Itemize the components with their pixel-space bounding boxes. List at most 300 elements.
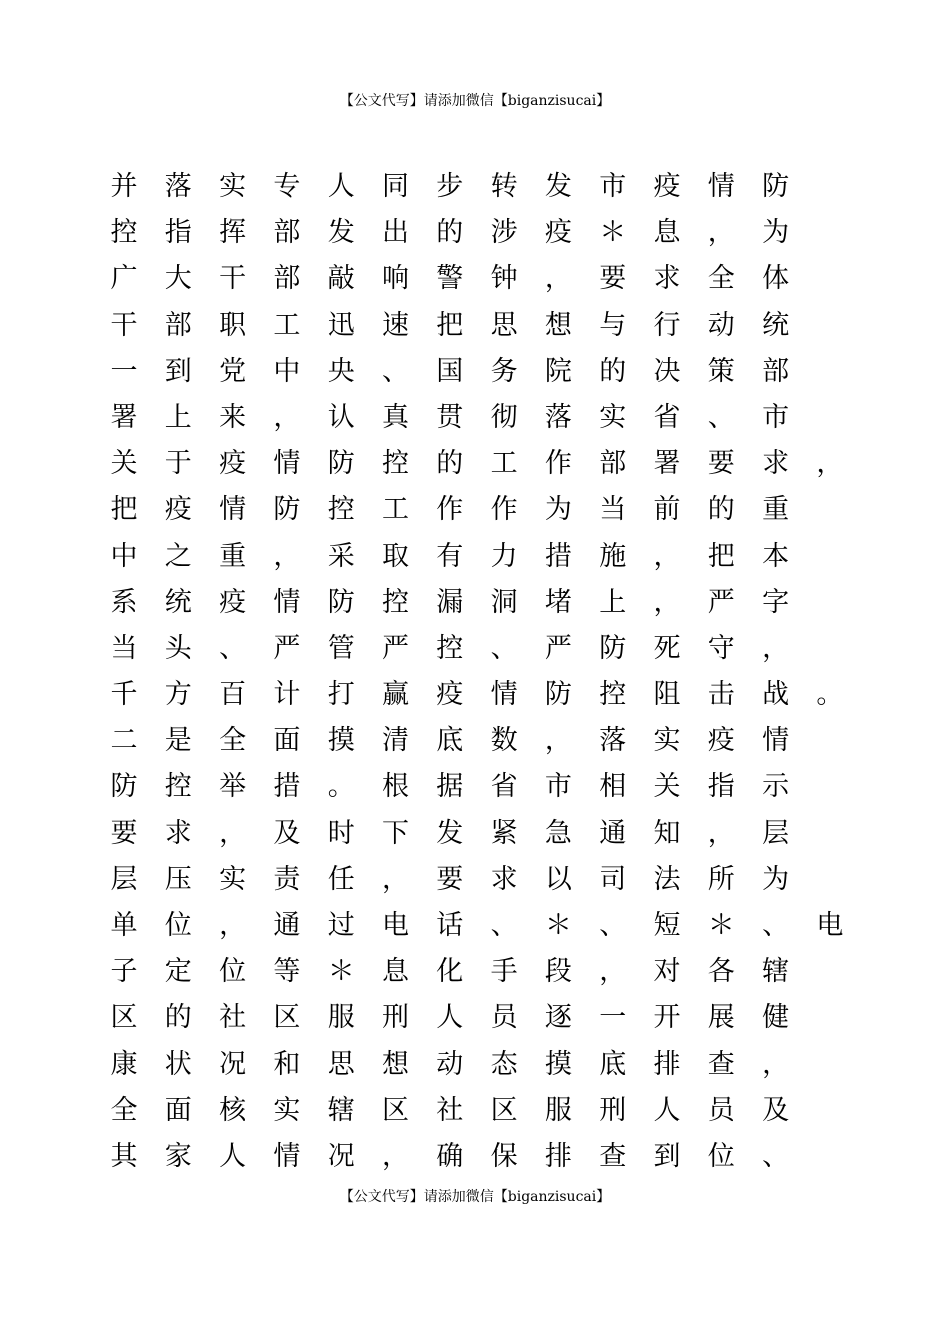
text-char: 于 [164,448,192,480]
text-char: 体 [762,263,790,295]
text-char: 赢 [382,679,409,711]
text-char: 彻 [490,401,518,433]
text-char: 单 [110,910,138,941]
text-char: 的 [436,217,464,249]
text-char: 区 [110,1002,138,1034]
text-line [109,903,869,949]
text-char: 中 [273,355,301,387]
text-char: 子 [110,956,138,988]
text-char: 、 [490,632,518,664]
text-char: 指 [164,217,192,249]
text-char: ， [762,1048,790,1080]
text-char: 中 [110,540,138,572]
text-char: 思 [327,1048,355,1080]
text-char: 疫 [164,494,192,526]
text-char: 思 [490,309,518,341]
text-char: 防 [327,448,355,480]
text-line [109,949,869,995]
text-char: 的 [707,494,735,526]
text-char: ， [382,1140,409,1172]
document-body [109,164,869,1180]
text-char: 段 [544,956,572,988]
text-char: 作 [436,494,464,526]
text-line [109,857,869,903]
text-char: 况 [219,1048,247,1080]
text-char: 取 [382,540,409,572]
text-char: 服 [327,1002,355,1034]
text-char: 干 [110,309,138,341]
text-char: 院 [544,355,572,387]
text-char: 保 [490,1140,518,1172]
text-char: 当 [599,494,627,526]
text-char: 央 [327,355,355,387]
text-char: 通 [599,817,627,849]
text-char: 实 [273,1094,301,1126]
text-char: 知 [653,817,681,849]
text-char: ， [382,863,409,895]
text-char: 对 [653,956,681,988]
text-char: 等 [273,956,301,988]
text-char: 二 [110,725,138,757]
text-char: 钟 [490,263,518,295]
text-char: 层 [110,863,138,895]
text-line [109,995,869,1041]
text-char: 一 [110,355,138,387]
text-char: 想 [382,1048,409,1080]
text-char: 时 [327,817,355,849]
text-char: 千 [110,679,138,711]
text-char: 守 [707,632,735,664]
text-char: 控 [327,494,355,526]
text-char: 实 [599,401,627,433]
text-char: 化 [436,956,464,988]
text-char: 想 [544,309,572,341]
text-char: ， [273,540,301,572]
text-line [109,626,869,672]
text-char: 人 [653,1094,681,1126]
text-char: 有 [436,540,464,572]
text-char: 的 [436,448,464,480]
text-char: ， [599,956,627,988]
text-char: 挥 [219,217,247,249]
text-char: 数 [490,725,518,757]
text-char: 动 [436,1048,464,1080]
text-char: 据 [436,771,464,803]
text-char: 员 [707,1094,735,1126]
text-char: 系 [110,586,138,618]
text-char: 与 [599,309,627,341]
text-char: 防 [544,679,572,711]
text-char: 社 [436,1094,464,1126]
text-char: 发 [436,817,464,849]
text-char: 刑 [382,1002,409,1034]
text-char: 任 [327,863,355,895]
text-char: ， [544,263,572,295]
text-char: 紧 [490,817,518,849]
text-char: 疫 [707,725,735,757]
text-char: 区 [273,1002,301,1034]
text-char: 指 [707,771,735,803]
text-char: ， [219,910,247,941]
text-char: 堵 [544,586,572,618]
text-char: 到 [164,355,192,387]
text-char: 署 [653,448,681,480]
text-char: 落 [544,401,572,433]
text-char: 查 [599,1140,627,1172]
text-char: ， [816,448,844,480]
text-char: 控 [164,771,192,803]
text-char: 干 [219,263,247,295]
text-char: 的 [164,1002,192,1034]
text-line [109,164,869,210]
text-char: 查 [707,1048,735,1080]
text-char: 确 [436,1140,464,1172]
text-char: 速 [382,309,409,341]
text-line [109,718,869,764]
text-char: 手 [490,956,518,988]
text-char: 及 [762,1094,790,1126]
text-char: 情 [762,725,790,757]
text-char: 各 [707,956,735,988]
text-char: 为 [762,217,790,249]
text-char: 情 [219,494,247,526]
text-char: 部 [599,448,627,480]
text-char: 决 [653,355,681,387]
text-char: 实 [219,171,247,202]
text-char: 市 [599,171,627,202]
text-char: 、 [490,910,518,941]
page-header: 【公文代写】请添加微信【biganzisucai】 [339,93,611,109]
text-char: ， [762,632,790,664]
text-char: 要 [110,817,138,849]
text-line [109,441,869,487]
text-char: 把 [110,494,138,526]
text-char: 清 [382,725,409,757]
text-char: 部 [273,217,301,249]
text-char: 部 [164,309,192,341]
text-char: 统 [164,586,192,618]
text-char: 到 [653,1140,681,1172]
text-char: 行 [653,309,681,341]
text-char: 把 [436,309,464,341]
text-char: 防 [273,494,301,526]
text-char: 、 [382,355,409,387]
text-char: 求 [653,263,681,295]
text-char: 人 [219,1140,247,1172]
text-char: 管 [327,632,355,664]
text-char: 省 [653,401,681,433]
text-char: 排 [544,1140,572,1172]
text-char: 阻 [653,679,681,711]
text-char: 严 [273,632,301,664]
text-char: 落 [599,725,627,757]
text-char: 康 [110,1048,138,1080]
text-char: 求 [490,863,518,895]
text-char: ＊ [599,217,627,249]
text-char: 、 [707,401,735,433]
text-char: 区 [490,1094,518,1126]
text-char: 摸 [544,1048,572,1080]
text-char: 市 [544,771,572,803]
text-char: 把 [707,540,735,572]
text-char: 求 [762,448,790,480]
text-char: 底 [436,725,464,757]
text-char: 要 [707,448,735,480]
text-char: 相 [599,771,627,803]
text-char: 党 [219,355,247,387]
text-char: 和 [273,1048,301,1080]
text-char: 人 [327,171,355,202]
text-char: 部 [273,263,301,295]
text-char: 百 [219,679,247,711]
text-char: 层 [762,817,790,849]
text-char: 情 [273,586,301,618]
text-char: 严 [544,632,572,664]
text-char: 健 [762,1002,790,1034]
text-char: 作 [490,494,518,526]
text-line [109,1134,869,1180]
text-char: 署 [110,401,138,433]
text-char: 计 [273,679,301,711]
text-char: 上 [164,401,192,433]
text-char: 定 [164,956,192,988]
text-char: 真 [382,401,409,433]
text-line [109,672,869,718]
text-char: 并 [110,171,138,202]
text-char: 根 [382,771,409,803]
text-char: 字 [762,586,790,618]
text-char: 过 [327,910,355,941]
text-char: 严 [707,586,735,618]
text-char: 刑 [599,1094,627,1126]
text-char: 全 [219,725,247,757]
text-char: 、 [762,1140,790,1172]
text-line [109,580,869,626]
text-char: 其 [110,1140,138,1172]
text-char: 核 [219,1094,247,1126]
text-char: 服 [544,1094,572,1126]
text-char: 全 [110,1094,138,1126]
text-line [109,487,869,533]
text-char: 疫 [544,217,572,249]
text-char: 区 [382,1094,409,1126]
text-char: 贯 [436,401,464,433]
text-char: 社 [219,1002,247,1034]
text-char: 发 [327,217,355,249]
text-char: 责 [273,863,301,895]
text-char: 控 [436,632,464,664]
text-char: 严 [382,632,409,664]
text-char: ＊ [544,910,572,941]
text-char: ， [653,586,681,618]
text-char: 辖 [762,956,790,988]
text-char: ， [653,540,681,572]
text-char: 战 [762,679,790,711]
text-char: ， [707,817,735,849]
text-char: 息 [382,956,409,988]
text-char: 务 [490,355,518,387]
text-char: 作 [544,448,572,480]
text-line [109,1042,869,1088]
text-char: 打 [327,679,355,711]
text-char: 前 [653,494,681,526]
text-char: 疫 [436,679,464,711]
text-char: 所 [707,863,735,895]
text-char: 方 [164,679,192,711]
text-char: 话 [436,910,464,941]
text-char: 示 [762,771,790,803]
text-char: 人 [436,1002,464,1034]
text-char: 位 [707,1140,735,1172]
text-char: 疫 [219,586,247,618]
text-char: 关 [110,448,138,480]
text-char: 防 [762,171,790,202]
text-char: 是 [164,725,192,757]
text-char: 之 [164,540,192,572]
text-char: 市 [762,401,790,433]
text-char: 措 [544,540,572,572]
text-char: 控 [599,679,627,711]
text-char: 况 [327,1140,355,1172]
text-char: 步 [436,171,464,202]
text-char: 位 [164,910,192,941]
text-char: 家 [164,1140,192,1172]
text-char: 面 [273,725,301,757]
text-char: ， [707,217,735,249]
text-char: 、 [762,910,790,941]
text-char: 的 [599,355,627,387]
text-char: 一 [599,1002,627,1034]
text-char: 情 [707,171,735,202]
text-char: 辖 [327,1094,355,1126]
text-char: 压 [164,863,192,895]
text-char: 控 [382,448,409,480]
text-char: 涉 [490,217,518,249]
text-char: 情 [490,679,518,711]
text-char: 敲 [327,263,355,295]
text-line [109,811,869,857]
text-char: 国 [436,355,464,387]
text-char: 开 [653,1002,681,1034]
text-char: 、 [219,632,247,664]
text-char: 控 [110,217,138,249]
text-char: 实 [219,863,247,895]
text-char: 法 [653,863,681,895]
text-char: 转 [490,171,518,202]
text-char: 同 [382,171,409,202]
text-char: 情 [273,448,301,480]
text-char: 。 [816,679,844,711]
text-char: 施 [599,540,627,572]
text-char: 防 [599,632,627,664]
text-char: 职 [219,309,247,341]
text-char: 情 [273,1140,301,1172]
text-char: 举 [219,771,247,803]
text-char: 工 [273,309,301,341]
text-char: 及 [273,817,301,849]
text-line [109,210,869,256]
text-char: 采 [327,540,355,572]
text-char: 策 [707,355,735,387]
text-char: 部 [762,355,790,387]
text-char: 击 [707,679,735,711]
text-char: 求 [164,817,192,849]
text-char: 当 [110,632,138,664]
text-char: 工 [490,448,518,480]
text-char: 动 [707,309,735,341]
text-char: 下 [382,817,409,849]
text-char: 位 [219,956,247,988]
text-char: ＊ [327,956,355,988]
text-line [109,395,869,441]
text-char: 电 [816,910,844,941]
text-char: ， [273,401,301,433]
text-char: 以 [544,863,572,895]
text-char: 防 [110,771,138,803]
text-char: 态 [490,1048,518,1080]
text-char: 漏 [436,586,464,618]
text-char: 关 [653,771,681,803]
text-char: 全 [707,263,735,295]
text-char: 逐 [544,1002,572,1034]
text-char: ， [219,817,247,849]
text-char: 面 [164,1094,192,1126]
text-char: 、 [599,910,627,941]
text-char: 员 [490,1002,518,1034]
text-char: 状 [164,1048,192,1080]
text-line [109,303,869,349]
text-char: 电 [382,910,409,941]
text-line [109,1088,869,1134]
text-char: 控 [382,586,409,618]
text-line [109,534,869,580]
text-char: 重 [219,540,247,572]
text-char: 重 [762,494,790,526]
text-char: 疫 [653,171,681,202]
page-footer: 【公文代写】请添加微信【biganzisucai】 [339,1189,611,1205]
text-line [109,764,869,810]
text-char: 广 [110,263,138,295]
text-char: 防 [327,586,355,618]
text-line [109,349,869,395]
text-char: 短 [653,910,681,941]
text-char: ， [544,725,572,757]
text-char: 出 [382,217,409,249]
text-line [109,256,869,302]
text-char: 大 [164,263,192,295]
text-char: 专 [273,171,301,202]
text-char: 响 [382,263,409,295]
text-char: 实 [653,725,681,757]
text-char: 头 [164,632,192,664]
text-char: 。 [327,771,355,803]
text-char: 迅 [327,309,355,341]
text-char: 排 [653,1048,681,1080]
text-char: 底 [599,1048,627,1080]
text-char: 洞 [490,586,518,618]
text-char: 警 [436,263,464,295]
text-char: 来 [219,401,247,433]
text-char: ＊ [707,910,735,941]
text-char: 发 [544,171,572,202]
text-char: 落 [164,171,192,202]
text-char: 统 [762,309,790,341]
text-char: 省 [490,771,518,803]
text-char: 司 [599,863,627,895]
text-char: 通 [273,910,301,941]
text-char: 为 [544,494,572,526]
text-char: 要 [436,863,464,895]
